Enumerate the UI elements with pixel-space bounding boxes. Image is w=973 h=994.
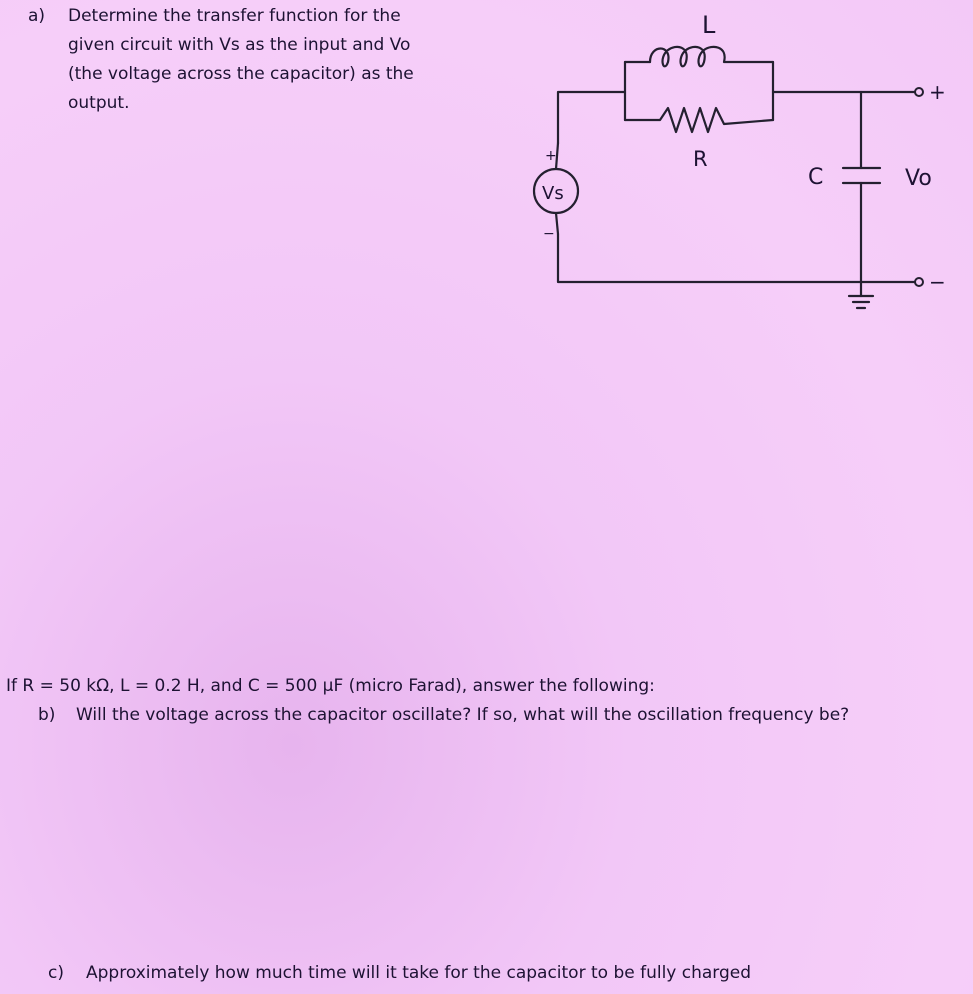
- inductor-label: L: [702, 11, 716, 39]
- wire-top-left: [558, 92, 625, 143]
- given-values: If R = 50 kΩ, L = 0.2 H, and C = 500 μF (micro Farad), answer the following:: [6, 676, 655, 696]
- source-label: Vs: [542, 183, 564, 204]
- source-plus-sign: +: [545, 148, 557, 164]
- output-plus-sign: +: [929, 80, 946, 104]
- question-a-line: output.: [68, 93, 130, 113]
- capacitor-label: C: [808, 165, 824, 190]
- output-terminal-plus: [915, 88, 923, 96]
- inductor-coil: [650, 47, 773, 66]
- output-terminal-minus: [915, 278, 923, 286]
- output-minus-sign: −: [929, 270, 946, 294]
- ground-symbol: [849, 296, 873, 308]
- question-c-marker: c): [48, 963, 64, 983]
- question-a-line: Determine the transfer function for the: [68, 6, 401, 26]
- question-b-text: Will the voltage across the capacitor oscillate? If so, what will the oscillation frequency be?: [76, 705, 850, 725]
- source-minus-sign: −: [543, 226, 555, 242]
- question-a-line: (the voltage across the capacitor) as the: [68, 64, 414, 84]
- question-a-marker: a): [28, 6, 46, 26]
- resistor-zigzag: [625, 108, 773, 132]
- resistor-label: R: [693, 147, 708, 171]
- output-voltage-label: Vo: [905, 166, 932, 191]
- question-a-text: [68, 2, 414, 118]
- rlc-circuit-diagram: [510, 0, 973, 330]
- question-c-text: Approximately how much time will it take for the capacitor to be fully charged: [86, 963, 752, 983]
- source-lead-bottom: [556, 213, 558, 234]
- question-a-line: given circuit with Vs as the input and Vo: [68, 35, 411, 55]
- question-b-marker: b): [38, 705, 56, 725]
